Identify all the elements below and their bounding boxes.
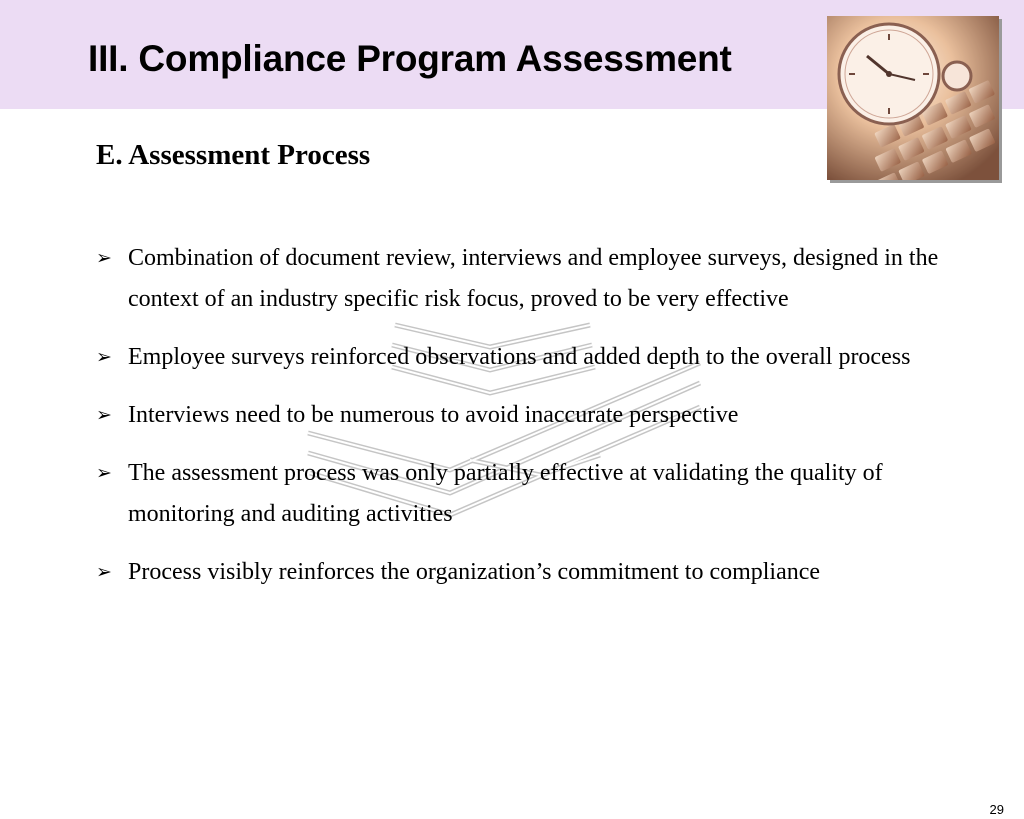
bullet-item — [96, 238, 976, 320]
section-subtitle: E. Assessment Process — [96, 139, 371, 171]
bullet-item — [96, 395, 976, 436]
bullet-text: Interviews need to be numerous to avoid inaccurate perspective — [128, 402, 739, 428]
bullet-item — [96, 552, 976, 593]
slide-title: III. Compliance Program Assessment — [88, 38, 732, 79]
page-number: 29 — [989, 802, 1004, 817]
clock-keyboard-photo — [827, 16, 999, 180]
arrow-bullet-icon: ➢ — [96, 462, 112, 484]
arrow-bullet-icon: ➢ — [96, 561, 112, 583]
arrow-bullet-icon: ➢ — [96, 247, 112, 269]
bullet-item — [96, 453, 976, 535]
bullet-text: Combination of document review, interviews and employee surveys, designed in the context of an industry specific risk focus, proved to be very effective — [128, 245, 939, 312]
bullet-list — [96, 238, 976, 610]
bullet-text: The assessment process was only partially effective at validating the quality of monitoring and auditing activities — [128, 460, 883, 527]
arrow-bullet-icon: ➢ — [96, 346, 112, 368]
arrow-bullet-icon: ➢ — [96, 404, 112, 426]
bullet-text: Employee surveys reinforced observations and added depth to the overall process — [128, 344, 911, 370]
bullet-item — [96, 337, 976, 378]
bullet-text: Process visibly reinforces the organization’s commitment to compliance — [128, 559, 821, 585]
